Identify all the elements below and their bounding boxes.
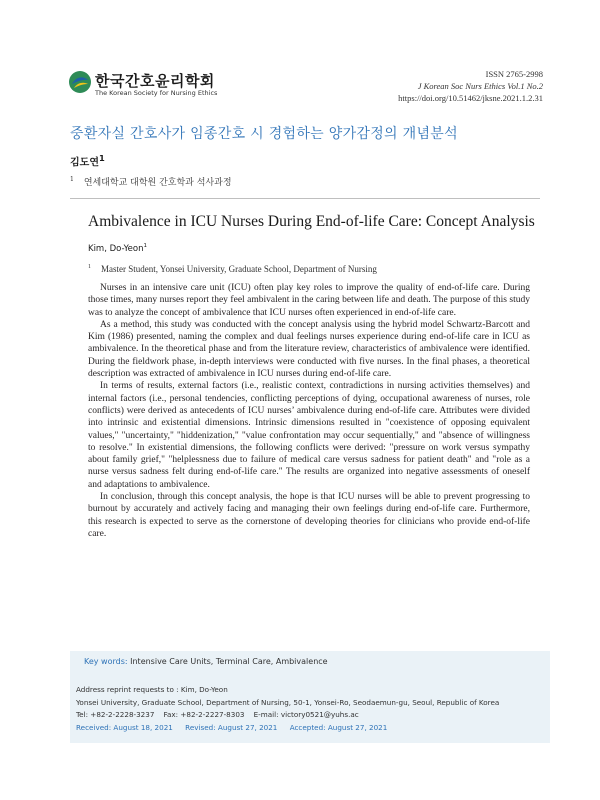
society-name-korean: 한국간호윤리학회: [95, 72, 215, 90]
contact-line: Tel: +82-2-2228-3237 Fax: +82-2-2227-8303 E-mail: victory0521@yuhs.ac: [76, 710, 359, 719]
page-header: [0, 0, 600, 110]
korean-affiliation: [70, 175, 232, 188]
society-name-english: The Korean Society for Nursing Ethics: [95, 89, 218, 97]
english-affiliation-text: Master Student, Yonsei University, Graduate School, Department of Nursing: [101, 264, 377, 274]
received-date: Received: August 18, 2021: [76, 722, 173, 732]
keywords-label: Key words:: [84, 657, 128, 666]
abstract-paragraph: As a method, this study was conducted with the concept analysis using the hybrid model Schwartz-Barcott and Kim (1986) presented, naming the complex and dual feelings nurses experience during end-of-life care in ICU as ambivalence. In the theoretical phase and from the literature review, characteristics of ambivalence were identified. During the fieldwork phase, in-depth interviews were conducted with five nurses. In the final phases, a theoretical description was extracted of ambivalence in ICU nurses during end-of-life care.: [88, 319, 530, 380]
korean-author-name: 김도연: [70, 157, 99, 169]
abstract: [88, 282, 530, 540]
keywords: [84, 657, 328, 666]
english-affiliation: [88, 264, 377, 274]
abstract-paragraph: Nurses in an intensive care unit (ICU) often play key roles to improve the quality of end-of-life care. During those times, many nurses report they feel ambivalent in the caring between life and death. The purpose of this study was to analyze the concept of ambivalence that ICU nurses often experienced in end-of-life care.: [88, 283, 530, 318]
english-author-sup: 1: [143, 243, 147, 249]
article-dates: [76, 722, 499, 735]
keywords-list: Intensive Care Units, Terminal Care, Ambivalence: [130, 657, 328, 666]
abstract-paragraph: In terms of results, external factors (i.e., realistic context, contradictions in nursing activities themselves) and internal factors (i.e., personal tendencies, conflicting perceptions of dying, occupational awareness of nurses, role conflicts) were derived as antecedents of ICU nurses’ ambivalence during end-of-life care. Attributes were divided into intrinsic and existential dimensions. Intrinsic dimensions resulted in "coexistence of opposing equivalent values," "uncertainty," "hiddenization," "value confrontation may occur sequentially," and "absence of willingness to resolve." In existential dimensions, the following conflicts were derived: "pressure on work versus sympathy about family grief," "helplessness due to failure of medical care versus sadness for patient death" and "role as a nurse versus sadness felt during end-of-life care." The results are organized into negative assessments of oneself and adaptations to ambivalence.: [88, 381, 530, 490]
section-divider: [70, 198, 540, 199]
accepted-date: Accepted: August 27, 2021: [289, 722, 388, 732]
journal-citation: J Korean Soc Nurs Ethics Vol.1 No.2: [417, 81, 543, 91]
society-logo-icon: [68, 70, 92, 94]
journal-info: [398, 68, 543, 104]
english-affil-sup: 1: [88, 264, 91, 270]
article-info-box: [70, 651, 550, 743]
english-author-name: Kim, Do-Yeon: [88, 243, 144, 254]
korean-affil-sup: 1: [70, 176, 74, 183]
address-label: Address reprint requests to : Kim, Do-Yeon: [76, 685, 228, 694]
english-title: Ambivalence in ICU Nurses During End-of-life Care: Concept Analysis: [88, 213, 535, 230]
korean-author-sup: 1: [98, 153, 105, 163]
correspondence: [76, 684, 499, 734]
english-author: [88, 243, 147, 254]
revised-date: Revised: August 27, 2021: [185, 722, 278, 732]
korean-author: [70, 153, 105, 168]
issn: ISSN 2765-2998: [485, 69, 543, 79]
doi-link[interactable]: https://doi.org/10.51462/jksne.2021.1.2.31: [398, 93, 543, 103]
korean-title: 중환자실 간호사가 임종간호 시 경험하는 양가감정의 개념분석: [70, 126, 458, 142]
abstract-paragraph: In conclusion, through this concept analysis, the hope is that ICU nurses will be able to prevent progressing to burnout by accurately and actively facing and managing their own feelings during end-of-life care. Furthermore, this research is expected to serve as the cornerstone of developing theories for clinicians who provide end-of-life care.: [88, 492, 530, 539]
address-line: Yonsei University, Graduate School, Department of Nursing, 50-1, Yonsei-Ro, Seodaemun-gu, Seoul, Republic of Korea: [76, 697, 500, 707]
korean-affiliation-text: 연세대학교 대학원 간호학과 석사과정: [83, 178, 232, 188]
